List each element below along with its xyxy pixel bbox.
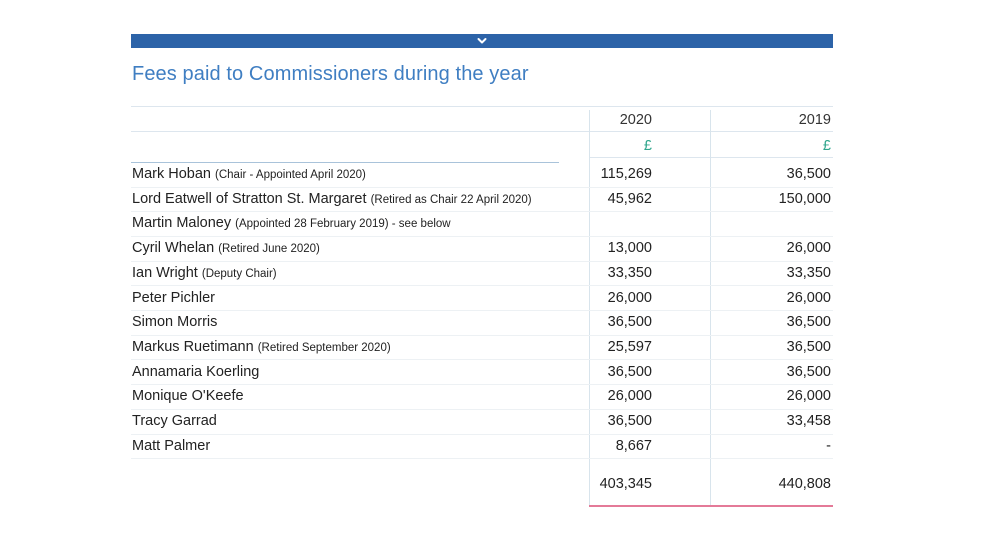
name-note: (Deputy Chair) xyxy=(201,267,277,280)
commissioner-name xyxy=(132,189,532,210)
fee-2019: 36,500 xyxy=(786,363,831,380)
fee-2020: 26,000 xyxy=(607,388,652,405)
row-rule xyxy=(131,236,833,237)
name-text: Mark Hoban xyxy=(132,166,211,182)
fee-2019: 26,000 xyxy=(786,289,831,306)
fee-2019: - xyxy=(826,437,831,454)
name-text: Monique O'Keefe xyxy=(132,388,244,405)
fee-2020: 33,350 xyxy=(607,264,652,281)
name-text: Peter Pichler xyxy=(132,289,216,306)
fee-2019: 36,500 xyxy=(786,338,831,355)
fee-2020: 115,269 xyxy=(600,166,652,182)
name-text: Markus Ruetimann xyxy=(132,338,254,355)
fee-2019: 26,000 xyxy=(786,388,831,405)
name-text: Tracy Garrad xyxy=(132,413,217,429)
collapse-bar[interactable] xyxy=(131,34,833,48)
name-text: Matt Palmer xyxy=(132,437,211,454)
commissioner-name xyxy=(132,238,320,259)
commissioner-name xyxy=(132,263,277,284)
total-2020: 403,345 xyxy=(599,476,652,492)
column-divider-2020 xyxy=(589,110,590,506)
total-underline xyxy=(589,505,833,507)
header-rule xyxy=(131,131,833,132)
name-text: Lord Eatwell of Stratton St. Margaret xyxy=(132,190,367,207)
commissioner-name xyxy=(132,164,366,185)
header-2019: 2019 xyxy=(798,112,831,128)
name-text: Simon Morris xyxy=(132,314,218,331)
row-rule xyxy=(131,310,833,311)
chevron-down-icon[interactable] xyxy=(477,37,487,45)
fee-2019: 33,458 xyxy=(786,413,831,429)
fee-2020: 25,597 xyxy=(607,338,652,355)
fee-2019: 26,000 xyxy=(786,240,831,257)
row-rule xyxy=(131,211,833,212)
name-note: (Retired as Chair 22 April 2020) xyxy=(370,193,532,206)
commissioner-name xyxy=(132,213,451,234)
header-2020: 2020 xyxy=(619,112,652,128)
name-text: Ian Wright xyxy=(132,264,198,281)
page-title: Fees paid to Commissioners during the year xyxy=(132,63,529,85)
name-text: Cyril Whelan xyxy=(132,240,215,257)
fee-2020: 13,000 xyxy=(607,240,652,257)
row-rule xyxy=(131,409,833,410)
fee-2019: 33,350 xyxy=(786,264,831,281)
name-column-rule xyxy=(131,162,559,163)
commissioner-name xyxy=(132,312,217,332)
total-2019: 440,808 xyxy=(778,476,831,492)
commissioner-name xyxy=(132,288,215,308)
name-note: (Retired June 2020) xyxy=(218,243,320,256)
fee-2020: 26,000 xyxy=(607,289,652,306)
fee-2020: 8,667 xyxy=(615,437,652,454)
row-rule xyxy=(131,359,833,360)
row-rule xyxy=(131,285,833,286)
column-divider-2019 xyxy=(710,110,711,506)
fee-2020: 36,500 xyxy=(607,314,652,331)
table-top-rule xyxy=(131,106,833,107)
currency-2020: £ xyxy=(643,138,652,154)
fee-2020: 45,962 xyxy=(607,190,652,207)
row-rule xyxy=(131,335,833,336)
commissioner-name xyxy=(132,386,244,406)
name-text: Martin Maloney xyxy=(132,215,232,232)
commissioner-name xyxy=(132,362,259,382)
commissioner-name xyxy=(132,436,210,456)
row-rule xyxy=(131,458,833,459)
fee-2019: 36,500 xyxy=(786,314,831,331)
commissioner-name xyxy=(132,411,217,431)
name-note: (Chair - Appointed April 2020) xyxy=(215,169,366,181)
name-note: (Retired September 2020) xyxy=(257,341,391,354)
commissioner-name xyxy=(132,337,391,358)
name-text: Annamaria Koerling xyxy=(132,363,260,380)
fee-2019: 150,000 xyxy=(778,190,831,207)
name-note: (Appointed 28 February 2019) - see below xyxy=(235,218,451,231)
currency-rule xyxy=(589,157,833,158)
row-rule xyxy=(131,187,833,188)
currency-2019: £ xyxy=(822,138,831,154)
row-rule xyxy=(131,261,833,262)
fee-2019: 36,500 xyxy=(786,166,831,182)
fee-2020: 36,500 xyxy=(607,413,652,429)
row-rule xyxy=(131,434,833,435)
fee-2020: 36,500 xyxy=(607,363,652,380)
row-rule xyxy=(131,384,833,385)
